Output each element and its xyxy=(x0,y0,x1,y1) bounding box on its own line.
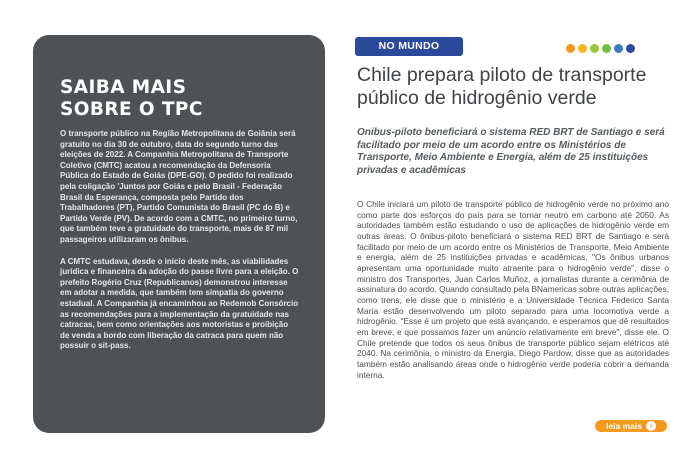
article-body: O Chile iniciará um piloto de transporte público de hidrogênio verde no próximo ano como parte dos esforços do país para se tornar neutro em carbono até 2050. As autoridades também estão estudando o uso de aplicações de hidrogênio verde em outras áreas. O ônibus-piloto beneficiará o sistema RED BRT de Santiago e será facilitado por meio de um acordo entre os Ministérios de Transporte, Meio Ambiente e energia, além de 25 instituições privadas e acadêmicas. "Os ônibus urbanos apresentam uma oportunidade muito atraente para o hidrogênio verde", disse o ministro dos Transportes, Juan Carlos Muñoz, a jornalistas durante a cerimônia de assinatura do acordo. Quando consultado pela BNamericas sobre outras aplicações, como trens, ele disse que o ministério e a Universidade Técnica Federico Santa María estão desenvolvendo um piloto separado para uma locomotiva verde a hidrogênio. "Esse é um projeto que está avançando, e esperamos que dê resultados em breve, e que possamos fazer um anúncio relativamente em breve", disse ele. O Chile pretende que todos os seus ônibus de transporte público sejam elétricos até 2040. Na cerimônia, o ministro da Energia, Diego Pardow, disse que as autoridades também estão analisando áreas onde o hidrogênio verde poderia cobrir a demanda interna. xyxy=(357,199,669,380)
dot-blue xyxy=(614,44,623,53)
chevron-right-icon: › xyxy=(646,421,656,431)
dot-green xyxy=(602,44,611,53)
sidebar-paragraph-2: A CMTC estudava, desde o início deste mês, as viabilidades jurídica e financeira da adoção do passe livre para a eleição. O prefeito Rogério Cruz (Republicanos) demonstrou interesse em adotar a medida, que também tem simpatia do governo estadual. A Companhia já encaminhou ao Redemob Consórcio as recomendações para a implementação da gratuidade nas catracas, bem como orientações aos motoristas e proibição de venda a bordo com liberação da catraca para quem não possuir o sit-pass. xyxy=(60,256,299,351)
dot-light-green xyxy=(590,44,599,53)
info-sidebar xyxy=(33,35,325,433)
sidebar-title-line1: SAIBA MAIS xyxy=(60,77,187,98)
dot-yellow xyxy=(578,44,587,53)
section-tag: NO MUNDO xyxy=(355,37,463,56)
read-more-button[interactable] xyxy=(595,420,667,432)
dot-orange xyxy=(566,44,575,53)
sidebar-title xyxy=(60,77,299,121)
article-subtitle: Onibus-piloto beneficiará o sistema RED BRT de Santiago e será facilitado por meio de um acordo entre os Ministérios de Transporte, Meio Ambiente e Energia, além de 25 instituições privadas e acadêmicas xyxy=(357,127,665,176)
read-more-label: leia mais xyxy=(606,421,642,431)
sidebar-title-line2: SOBRE O TPC xyxy=(60,99,203,120)
sidebar-paragraph-1: O transporte público na Região Metropolitana de Goiânia será gratuito no dia 30 de outubro, data do segundo turno das eleições de 2022. A Companhia Metropolitana de Transporte Coletivo (CMTC) acatou a recomendação da Defensoria Pública do Estado de Goiás (DPE-GO). O pedido foi realizado pela coligação 'Juntos por Goiás e pelo Brasil - Federação Brasil da Esperança, composta pelo Partido dos Trabalhadores (PT), Partido Comunista do Brasil (PC do B) e Partido Verde (PV). De acordo com a CMTC, no primeiro turno, que também teve a gratuidade do transporte, mais de 87 mil passageiros utilizaram os ônibus. xyxy=(60,129,298,244)
decorative-dots xyxy=(566,44,635,53)
article-headline: Chile prepara piloto de transporte público de hidrogênio verde xyxy=(357,64,647,109)
dot-navy xyxy=(626,44,635,53)
